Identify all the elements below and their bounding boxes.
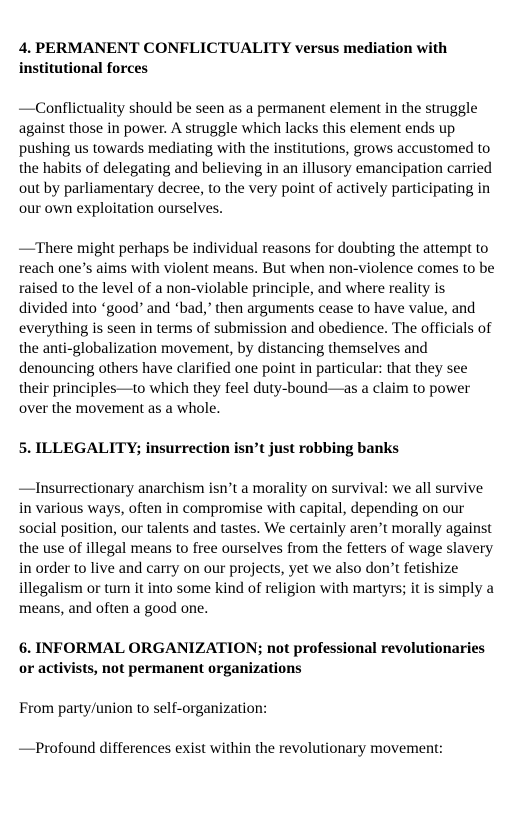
section-heading-5: 5. ILLEGALITY; insurrection isn’t just robbing banks (19, 439, 399, 457)
section-4-paragraph-1: —Conflictuality should be seen as a permanent element in the struggle against those in power. A struggle which lacks this element ends up pushing us towards mediating with the institutions, grows accustomed to the habits of delegating and believing in an illusory emancipation carried out by parliamentary decree, to the very point of actively participating in our own exploitation ourselves. (19, 99, 492, 217)
section-4-paragraph-2: —There might perhaps be individual reasons for doubting the attempt to reach one’s aims with violent means. But when non-violence comes to be raised to the level of a non-violable principle, and where reality is divided into ‘good’ and ‘bad,’ then arguments cease to have value, and everything is seen in terms of submission and obedience. The officials of the anti-globalization movement, by distancing themselves and denouncing others have clarified one point in particular: that they see their principles—to which they feel duty-bound—as a claim to power over the movement as a whole. (19, 239, 495, 417)
section-6-paragraph-1: From party/union to self-organization: (19, 699, 268, 717)
document-page (19, 38, 497, 778)
section-heading-6: 6. INFORMAL ORGANIZATION; not professional revolutionaries or activists, not permanent organizations (19, 639, 485, 677)
section-5-paragraph-1: —Insurrectionary anarchism isn’t a morality on survival: we all survive in various ways, often in compromise with capital, depending on our social position, our talents and tastes. We certainly aren’t morally against the use of illegal means to free ourselves from the fetters of wage slavery in order to live and carry on our projects, yet we also don’t fetishize illegalism or turn it into some kind of religion with martyrs; it is simply a means, and often a good one. (19, 479, 494, 617)
section-heading-4: 4. PERMANENT CONFLICTUALITY versus mediation with institutional forces (19, 39, 448, 77)
section-6-paragraph-2: —Profound differences exist within the revolutionary movement: (19, 739, 444, 757)
